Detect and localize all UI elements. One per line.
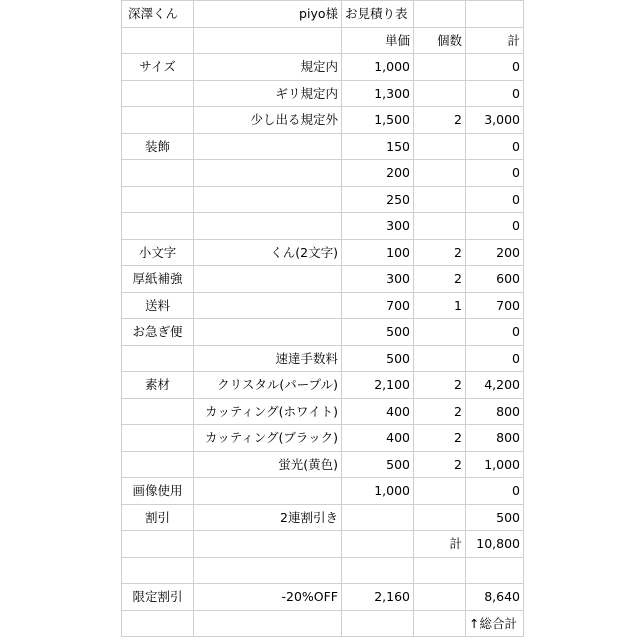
unit-price-cell[interactable]: 2,100: [342, 372, 414, 399]
quantity-cell[interactable]: [414, 133, 466, 160]
category-cell[interactable]: [122, 398, 194, 425]
quantity-cell[interactable]: 2: [414, 398, 466, 425]
empty-cell[interactable]: [466, 1, 524, 28]
table-row: [122, 133, 524, 160]
empty-cell[interactable]: [122, 557, 194, 584]
empty-cell[interactable]: [122, 531, 194, 558]
quantity-cell[interactable]: 2: [414, 451, 466, 478]
line-total-cell[interactable]: 0: [466, 319, 524, 346]
category-cell[interactable]: [122, 107, 194, 134]
limited-discount-category[interactable]: 限定割引: [122, 584, 194, 611]
line-total-cell[interactable]: 800: [466, 398, 524, 425]
table-row: [122, 451, 524, 478]
customer-name-cell[interactable]: piyo様: [194, 1, 342, 28]
empty-cell[interactable]: [194, 27, 342, 54]
item-cell[interactable]: 蛍光(黄色): [194, 451, 342, 478]
empty-cell[interactable]: [466, 557, 524, 584]
item-cell[interactable]: [194, 478, 342, 505]
table-row: [122, 504, 524, 531]
unit-price-cell[interactable]: 500: [342, 451, 414, 478]
empty-cell[interactable]: [414, 584, 466, 611]
table-row: [122, 478, 524, 505]
empty-cell[interactable]: [342, 531, 414, 558]
unit-price-cell[interactable]: 700: [342, 292, 414, 319]
item-cell[interactable]: カッティング(ホワイト): [194, 398, 342, 425]
empty-cell[interactable]: [414, 1, 466, 28]
total-header[interactable]: 計: [466, 27, 524, 54]
table-row: [122, 107, 524, 134]
category-cell[interactable]: 装飾: [122, 133, 194, 160]
subtotal-value[interactable]: 10,800: [466, 531, 524, 558]
empty-cell[interactable]: [342, 610, 414, 637]
table-row: [122, 186, 524, 213]
limited-discount-row: [122, 584, 524, 611]
line-total-cell[interactable]: 1,000: [466, 451, 524, 478]
quantity-cell[interactable]: 2: [414, 266, 466, 293]
category-cell[interactable]: 素材: [122, 372, 194, 399]
unit-price-cell[interactable]: 300: [342, 213, 414, 240]
quantity-cell[interactable]: [414, 345, 466, 372]
category-cell[interactable]: 画像使用: [122, 478, 194, 505]
item-cell[interactable]: [194, 186, 342, 213]
empty-cell[interactable]: [194, 531, 342, 558]
category-cell[interactable]: [122, 451, 194, 478]
subtotal-label[interactable]: 計: [414, 531, 466, 558]
unit-price-cell[interactable]: 150: [342, 133, 414, 160]
unit-price-cell[interactable]: 250: [342, 186, 414, 213]
unit-price-cell[interactable]: 300: [342, 266, 414, 293]
item-cell[interactable]: 規定内: [194, 54, 342, 81]
empty-cell[interactable]: [342, 557, 414, 584]
item-cell[interactable]: くん(2文字): [194, 239, 342, 266]
line-total-cell[interactable]: 200: [466, 239, 524, 266]
table-row: [122, 213, 524, 240]
line-total-cell[interactable]: 500: [466, 504, 524, 531]
unit-price-cell[interactable]: 1,300: [342, 80, 414, 107]
column-header-row: [122, 27, 524, 54]
quantity-cell[interactable]: [414, 478, 466, 505]
quantity-cell[interactable]: [414, 160, 466, 187]
category-cell[interactable]: [122, 160, 194, 187]
line-total-cell[interactable]: 0: [466, 186, 524, 213]
estimate-table-body: [122, 1, 524, 637]
quantity-header[interactable]: 個数: [414, 27, 466, 54]
table-row: [122, 292, 524, 319]
category-cell[interactable]: 送料: [122, 292, 194, 319]
line-total-cell[interactable]: 0: [466, 345, 524, 372]
table-row: [122, 398, 524, 425]
line-total-cell[interactable]: 3,000: [466, 107, 524, 134]
line-total-cell[interactable]: 800: [466, 425, 524, 452]
table-row: [122, 266, 524, 293]
unit-price-cell[interactable]: 200: [342, 160, 414, 187]
item-cell[interactable]: クリスタル(パープル): [194, 372, 342, 399]
category-cell[interactable]: [122, 213, 194, 240]
quantity-cell[interactable]: [414, 504, 466, 531]
quantity-cell[interactable]: [414, 186, 466, 213]
empty-cell[interactable]: [414, 610, 466, 637]
line-total-cell[interactable]: 0: [466, 478, 524, 505]
subtotal-row: [122, 531, 524, 558]
unit-price-cell[interactable]: 1,000: [342, 478, 414, 505]
blank-row: [122, 557, 524, 584]
item-cell[interactable]: [194, 266, 342, 293]
grand-total-label-row: [122, 610, 524, 637]
item-cell[interactable]: [194, 133, 342, 160]
item-cell[interactable]: [194, 292, 342, 319]
empty-cell[interactable]: [414, 557, 466, 584]
limited-discount-item[interactable]: -20%OFF: [194, 584, 342, 611]
category-cell[interactable]: [122, 80, 194, 107]
table-row: [122, 345, 524, 372]
quantity-cell[interactable]: [414, 80, 466, 107]
table-row: [122, 372, 524, 399]
item-cell[interactable]: カッティング(ブラック): [194, 425, 342, 452]
estimate-sheet: [121, 0, 524, 637]
category-cell[interactable]: [122, 186, 194, 213]
category-cell[interactable]: サイズ: [122, 54, 194, 81]
item-cell[interactable]: 2連割引き: [194, 504, 342, 531]
unit-price-cell[interactable]: [342, 504, 414, 531]
table-row: [122, 80, 524, 107]
item-cell[interactable]: [194, 213, 342, 240]
table-row: [122, 425, 524, 452]
table-row: [122, 160, 524, 187]
category-cell[interactable]: [122, 425, 194, 452]
quantity-cell[interactable]: [414, 319, 466, 346]
document-title-cell[interactable]: お見積り表: [342, 1, 414, 28]
customer-nickname-cell[interactable]: 深澤くん: [122, 1, 194, 28]
empty-cell[interactable]: [122, 610, 194, 637]
line-total-cell[interactable]: 0: [466, 80, 524, 107]
unit-price-cell[interactable]: 500: [342, 345, 414, 372]
empty-cell[interactable]: [122, 27, 194, 54]
item-cell[interactable]: 少し出る規定外: [194, 107, 342, 134]
quantity-cell[interactable]: 2: [414, 372, 466, 399]
category-cell[interactable]: お急ぎ便: [122, 319, 194, 346]
grand-total-label[interactable]: ↑総合計: [466, 610, 524, 637]
quantity-cell[interactable]: 2: [414, 107, 466, 134]
line-total-cell[interactable]: 0: [466, 133, 524, 160]
quantity-cell[interactable]: [414, 213, 466, 240]
category-cell[interactable]: 小文字: [122, 239, 194, 266]
unit-price-cell[interactable]: 400: [342, 398, 414, 425]
line-total-cell[interactable]: 0: [466, 54, 524, 81]
quantity-cell[interactable]: 2: [414, 425, 466, 452]
unit-price-cell[interactable]: 1,000: [342, 54, 414, 81]
unit-price-cell[interactable]: 100: [342, 239, 414, 266]
quantity-cell[interactable]: [414, 54, 466, 81]
grand-total-value[interactable]: 8,640: [466, 584, 524, 611]
category-cell[interactable]: 厚紙補強: [122, 266, 194, 293]
item-cell[interactable]: ギリ規定内: [194, 80, 342, 107]
empty-cell[interactable]: [194, 610, 342, 637]
title-row: [122, 1, 524, 28]
line-total-cell[interactable]: 4,200: [466, 372, 524, 399]
line-total-cell[interactable]: 0: [466, 213, 524, 240]
unit-price-cell[interactable]: 500: [342, 319, 414, 346]
table-row: [122, 54, 524, 81]
item-cell[interactable]: 速達手数料: [194, 345, 342, 372]
empty-cell[interactable]: [194, 557, 342, 584]
quantity-cell[interactable]: 1: [414, 292, 466, 319]
line-total-cell[interactable]: 700: [466, 292, 524, 319]
item-cell[interactable]: [194, 319, 342, 346]
limited-discount-amount[interactable]: 2,160: [342, 584, 414, 611]
quantity-cell[interactable]: 2: [414, 239, 466, 266]
table-row: [122, 239, 524, 266]
line-total-cell[interactable]: 0: [466, 160, 524, 187]
line-total-cell[interactable]: 600: [466, 266, 524, 293]
unit-price-header[interactable]: 単価: [342, 27, 414, 54]
category-cell[interactable]: [122, 345, 194, 372]
table-row: [122, 319, 524, 346]
unit-price-cell[interactable]: 1,500: [342, 107, 414, 134]
item-cell[interactable]: [194, 160, 342, 187]
category-cell[interactable]: 割引: [122, 504, 194, 531]
unit-price-cell[interactable]: 400: [342, 425, 414, 452]
